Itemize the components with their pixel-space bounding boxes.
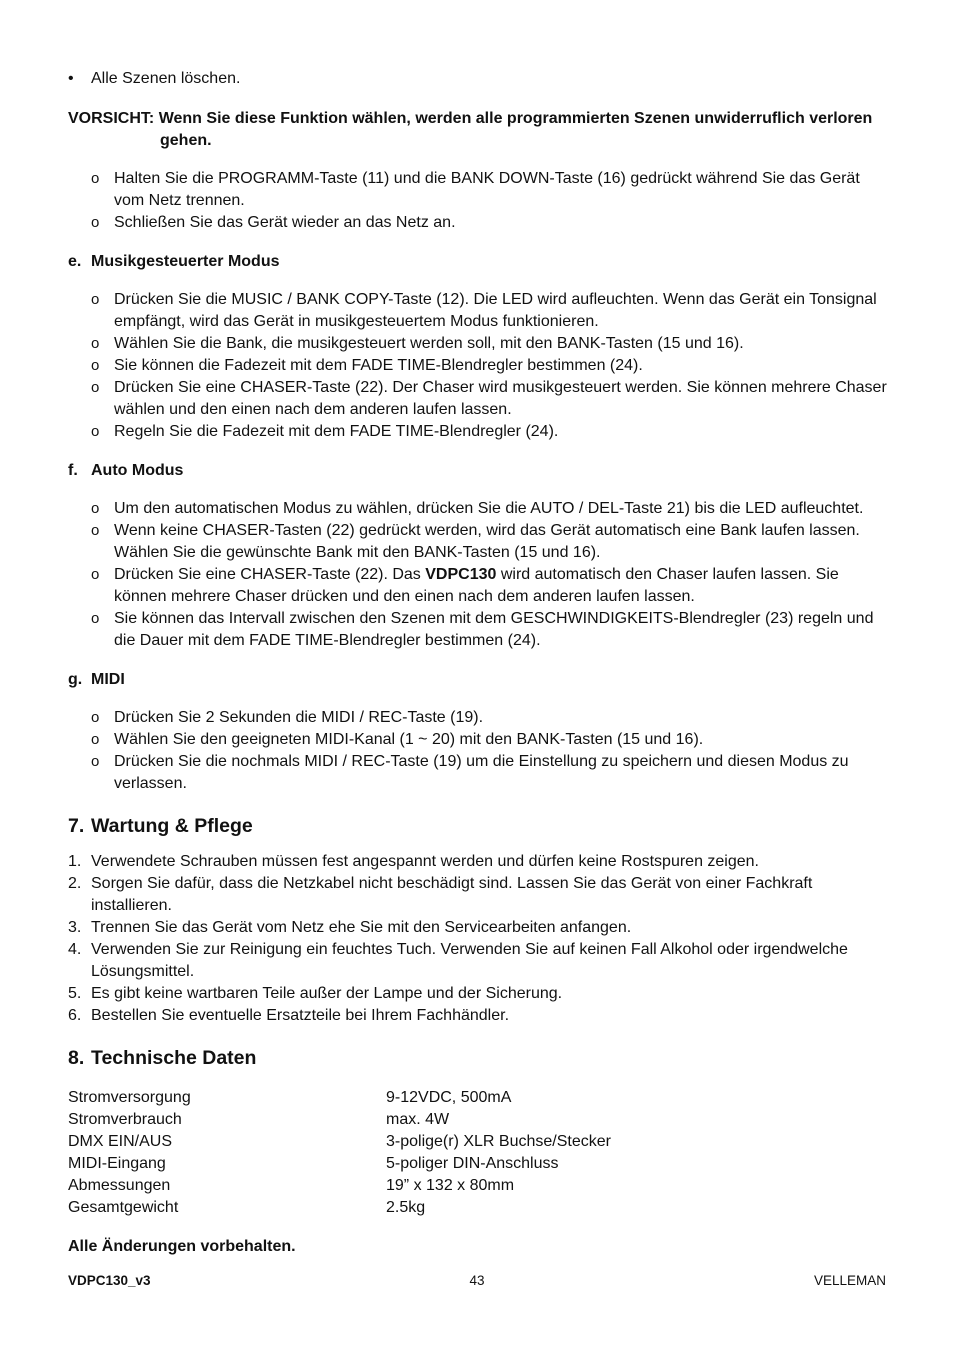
warning-text-line1: Wenn Sie diese Funktion wählen, werden alle programmierten Szenen unwiderruflich verloren: [158, 110, 873, 127]
heading-title: Wartung & Pflege: [91, 815, 253, 837]
list-item: [68, 983, 888, 1005]
section-title: MIDI: [91, 671, 125, 688]
list-item-text: Verwendete Schrauben müssen fest angespannt werden und dürfen keine Rostspuren zeigen.: [91, 853, 759, 870]
list-item-text: Um den automatischen Modus zu wählen, drücken Sie die AUTO / DEL-Taste 21) bis die LED aufleuchtet.: [114, 500, 864, 517]
item-number: 2.: [68, 875, 82, 892]
section-heading-midi: [68, 669, 888, 691]
spec-key: MIDI-Eingang: [68, 1155, 166, 1172]
product-name: VDPC130: [425, 566, 497, 583]
section-title: Auto Modus: [91, 462, 184, 479]
list-item: [68, 851, 888, 873]
maintenance-list: [68, 851, 888, 1027]
list-marker: o: [91, 709, 100, 726]
list-item-text: Wählen Sie die Bank, die musikgesteuert werden soll, mit den BANK-Tasten (15 und 16).: [114, 335, 744, 352]
heading-number: 7.: [68, 815, 85, 837]
page-footer: [68, 1273, 886, 1293]
document-page: [68, 66, 888, 1258]
list-item-text: Schließen Sie das Gerät wieder an das Netz an.: [114, 214, 456, 231]
list-item-text: Sorgen Sie dafür, dass die Netzkabel nicht beschädigt sind. Lassen Sie das Gerät von einer Fachkraft installieren.: [91, 875, 813, 914]
table-row: [68, 1087, 888, 1109]
table-row: [68, 1175, 888, 1197]
spec-value: max. 4W: [386, 1111, 450, 1128]
list-item: [68, 939, 888, 983]
spec-value: 19” x 132 x 80mm: [386, 1177, 515, 1194]
spec-value: 9-12VDC, 500mA: [386, 1089, 512, 1106]
auto-mode-list: [91, 498, 888, 652]
spec-key: Stromversorgung: [68, 1089, 191, 1106]
changes-reserved-note: Alle Änderungen vorbehalten.: [68, 1238, 296, 1255]
bullet-text: Alle Szenen löschen.: [91, 70, 241, 87]
list-item: [91, 564, 888, 608]
list-item: [91, 333, 888, 355]
list-marker: o: [91, 423, 100, 440]
list-item: [68, 1005, 888, 1027]
list-item-text: Drücken Sie die nochmals MIDI / REC-Taste (19) um die Einstellung zu speichern und diesen Modus zu verlassen.: [114, 753, 849, 792]
list-item-text: Halten Sie die PROGRAMM-Taste (11) und die BANK DOWN-Taste (16) gedrückt während Sie das Gerät vom Netz trennen.: [114, 170, 860, 209]
footer-page-number: 43: [469, 1273, 485, 1288]
list-marker: o: [91, 335, 100, 352]
item-number: 1.: [68, 853, 82, 870]
list-marker: o: [91, 610, 100, 627]
list-item-text-before: Drücken Sie eine CHASER-Taste (22). Das: [114, 566, 426, 583]
heading-technical-data: [68, 1045, 888, 1071]
list-marker: o: [91, 731, 100, 748]
heading-title: Technische Daten: [91, 1047, 257, 1069]
item-number: 6.: [68, 1007, 82, 1024]
warning-steps-list: [91, 168, 888, 234]
item-number: 4.: [68, 941, 82, 958]
section-letter: f.: [68, 462, 78, 479]
list-item-text: Wählen Sie den geeigneten MIDI-Kanal (1 ~ 20) mit den BANK-Tasten (15 und 16).: [114, 731, 704, 748]
list-item: [91, 751, 888, 795]
list-marker: o: [91, 170, 100, 187]
list-item: [91, 212, 888, 234]
list-item-text: Regeln Sie die Fadezeit mit dem FADE TIME-Blendregler (24).: [114, 423, 559, 440]
spec-key: Stromverbrauch: [68, 1111, 182, 1128]
item-number: 3.: [68, 919, 82, 936]
list-marker: o: [91, 566, 100, 583]
footer-doc-id: VDPC130_v3: [68, 1273, 151, 1288]
table-row: [68, 1153, 888, 1175]
list-marker: o: [91, 214, 100, 231]
table-row: [68, 1109, 888, 1131]
item-number: 5.: [68, 985, 82, 1002]
list-item-text: Drücken Sie die MUSIC / BANK COPY-Taste (12). Die LED wird aufleuchten. Wenn das Gerät ein Tonsignal empfängt, wird das Gerät in musikgesteuertem Modus funktionieren.: [114, 291, 877, 330]
list-marker: o: [91, 753, 100, 770]
top-bullet-item: [68, 68, 888, 90]
section-letter: g.: [68, 671, 83, 688]
list-item: [91, 421, 888, 443]
list-marker: o: [91, 291, 100, 308]
list-item-text-after: wird automatisch den Chaser laufen lassen. Sie können mehrere Chaser drücken und den einen nach dem anderen laufen lassen.: [114, 566, 839, 605]
warning-label: VORSICHT:: [68, 110, 155, 127]
midi-list: [91, 707, 888, 795]
spec-value: 3-polige(r) XLR Buchse/Stecker: [386, 1133, 611, 1150]
list-item-text: Verwenden Sie zur Reinigung ein feuchtes Tuch. Verwenden Sie auf keinen Fall Alkohol oder irgendwelche Lösungsmittel.: [91, 941, 848, 980]
warning-block: [68, 108, 888, 152]
heading-number: 8.: [68, 1047, 85, 1069]
list-item: [91, 729, 888, 751]
list-marker: o: [91, 522, 100, 539]
table-row: [68, 1197, 888, 1219]
list-item-text: Drücken Sie 2 Sekunden die MIDI / REC-Taste (19).: [114, 709, 484, 726]
list-item: [91, 608, 888, 652]
music-mode-list: [91, 289, 888, 443]
list-item-text: Es gibt keine wartbaren Teile außer der Lampe und der Sicherung.: [91, 985, 563, 1002]
table-row: [68, 1131, 888, 1153]
list-item: [91, 289, 888, 333]
spec-key: DMX EIN/AUS: [68, 1133, 173, 1150]
list-item: [91, 707, 888, 729]
bullet-marker: •: [68, 70, 74, 87]
list-item: [91, 520, 888, 564]
heading-maintenance: [68, 813, 888, 839]
list-marker: o: [91, 379, 100, 396]
list-item: [91, 168, 888, 212]
spec-key: Gesamtgewicht: [68, 1199, 179, 1216]
spec-key: Abmessungen: [68, 1177, 171, 1194]
list-item-text: Sie können die Fadezeit mit dem FADE TIME-Blendregler bestimmen (24).: [114, 357, 643, 374]
spec-value: 5-poliger DIN-Anschluss: [386, 1155, 559, 1172]
list-item: [91, 355, 888, 377]
list-item: [68, 917, 888, 939]
list-item: [68, 873, 888, 917]
section-heading-music-mode: [68, 251, 888, 273]
list-item-text: Sie können das Intervall zwischen den Szenen mit dem GESCHWINDIGKEITS-Blendregler (23) regeln und die Dauer mit dem FADE TIME-Blendregler bestimmen (24).: [114, 610, 874, 649]
specs-table: [68, 1087, 888, 1219]
list-item: [91, 377, 888, 421]
section-heading-auto-mode: [68, 460, 888, 482]
list-marker: o: [91, 500, 100, 517]
section-title: Musikgesteuerter Modus: [91, 253, 280, 270]
list-item-text: Bestellen Sie eventuelle Ersatzteile bei Ihrem Fachhändler.: [91, 1007, 510, 1024]
section-letter: e.: [68, 253, 82, 270]
list-item: [91, 498, 888, 520]
warning-text-line2: gehen.: [160, 132, 212, 149]
list-marker: o: [91, 357, 100, 374]
list-item-text: Drücken Sie eine CHASER-Taste (22). Der Chaser wird musikgesteuert werden. Sie können mehrere Chaser wählen und den einen nach dem anderen laufen lassen.: [114, 379, 887, 418]
list-item-text: Trennen Sie das Gerät vom Netz ehe Sie mit den Servicearbeiten anfangen.: [91, 919, 632, 936]
list-item-text: Wenn keine CHASER-Tasten (22) gedrückt werden, wird das Gerät automatisch eine Bank laufen lassen. Wählen Sie die gewünschte Bank mit den BANK-Tasten (15 und 16).: [114, 522, 860, 561]
spec-value: 2.5kg: [386, 1199, 426, 1216]
footer-brand: VELLEMAN: [813, 1273, 886, 1288]
